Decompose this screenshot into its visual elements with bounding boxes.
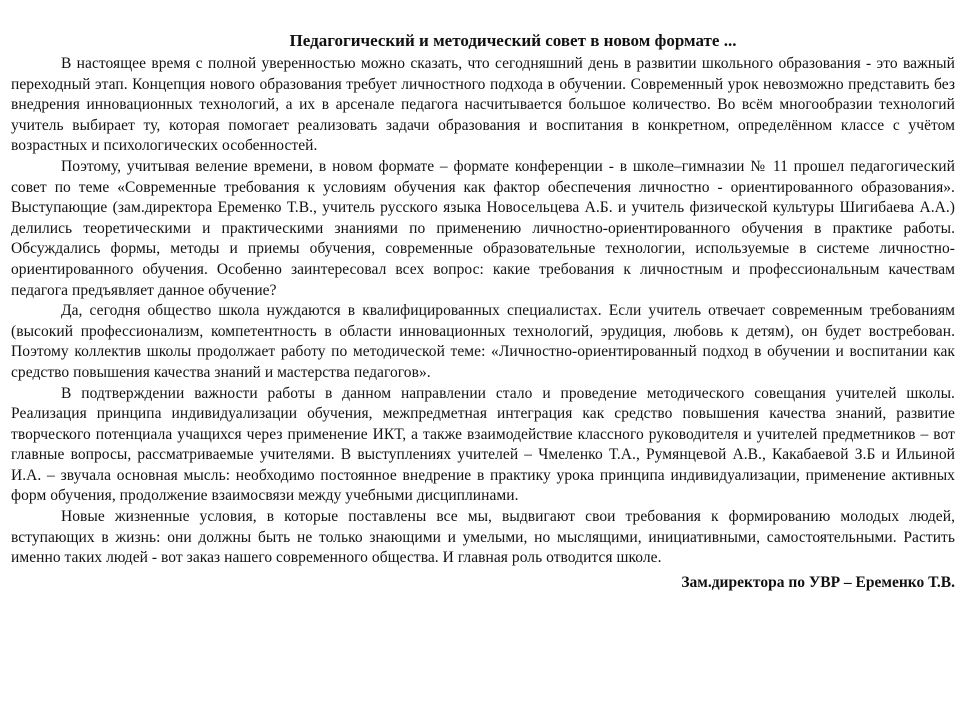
paragraph-2: Поэтому, учитывая веление времени, в новом формате – формате конференции - в школе–гимназии № 11 прошел педагогический совет по теме «Современные требования к условиям обучения как фактор обеспечения личностно - ориентированного образования». Выступающие (зам.директора Еременко Т.В., учитель русского языка Новосельцева А.Б. и учитель физической культуры Шигибаева А.А.) делились теоретическими и практическими знаниями по применению личностно-ориентированного обучения в практике работы. Обсуждались формы, методы и приемы обучения, современные образовательные технологии, используемые в системе личностно-ориентированного обучения. Особенно заинтересовал всех вопрос: какие требования к личностным и профессиональным качествам педагога предъявляет данное обучение? (11, 157, 955, 299)
signature: Зам.директора по УВР – Еременко Т.В. (681, 573, 955, 591)
paragraph-1: В настоящее время с полной уверенностью можно сказать, что сегодняшний день в развитии школьного образования - это важный переходный этап. Концепция нового образования требует личностного подхода в обучении. Современный урок невозможно представить без внедрения инновационных технологий, а их в арсенале педагога насчитывается большое количество. Во всём многообразии технологий учитель выбирает ту, которая помогает реализовать задачи образования и воспитания в конкретном, определённом классе с учётом возрастных и психологических особенностей. (11, 55, 955, 155)
document-page (11, 30, 955, 593)
paragraph-5: Новые жизненные условия, в которые поставлены все мы, выдвигают свои требования к формированию молодых людей, вступающих в жизнь: они должны быть не только знающими и умелыми, но мыслящими, инициативными, самостоятельными. Растить именно таких людей - вот заказ нашего современного общества. И главная роль отводится школе. (11, 508, 955, 567)
document-title: Педагогический и методический совет в новом формате ... (289, 31, 737, 50)
paragraph-3: Да, сегодня общество школа нуждаются в квалифицированных специалистах. Если учитель отвечает современным требованиям (высокий профессионализм, компетентность в области инновационных технологий, эрудиция, любовь к детям), он будет востребован. Поэтому коллектив школы продолжает работу по методической теме: «Личностно-ориентированный подход в обучении и воспитании как средство повышения качества знаний и мастерства педагогов». (11, 302, 955, 381)
paragraph-4: В подтверждении важности работы в данном направлении стало и проведение методического совещания учителей школы. Реализация принципа индивидуализации обучения, межпредметная интеграция как средство повышения качества знаний, развитие творческого потенциала учащихся через применение ИКТ, а также взаимодействие классного руководителя и учителей предметников – вот главные вопросы, рассматриваемые учителями. В выступлениях учителей – Чмеленко Т.А., Румянцевой А.В., Какабаевой З.Б и Ильиной И.А. – звучала основная мысль: необходимо постоянное внедрение в практику урока принципа индивидуализации, применение активных форм обучения, продолжение взаимосвязи между учебными дисциплинами. (11, 384, 955, 505)
